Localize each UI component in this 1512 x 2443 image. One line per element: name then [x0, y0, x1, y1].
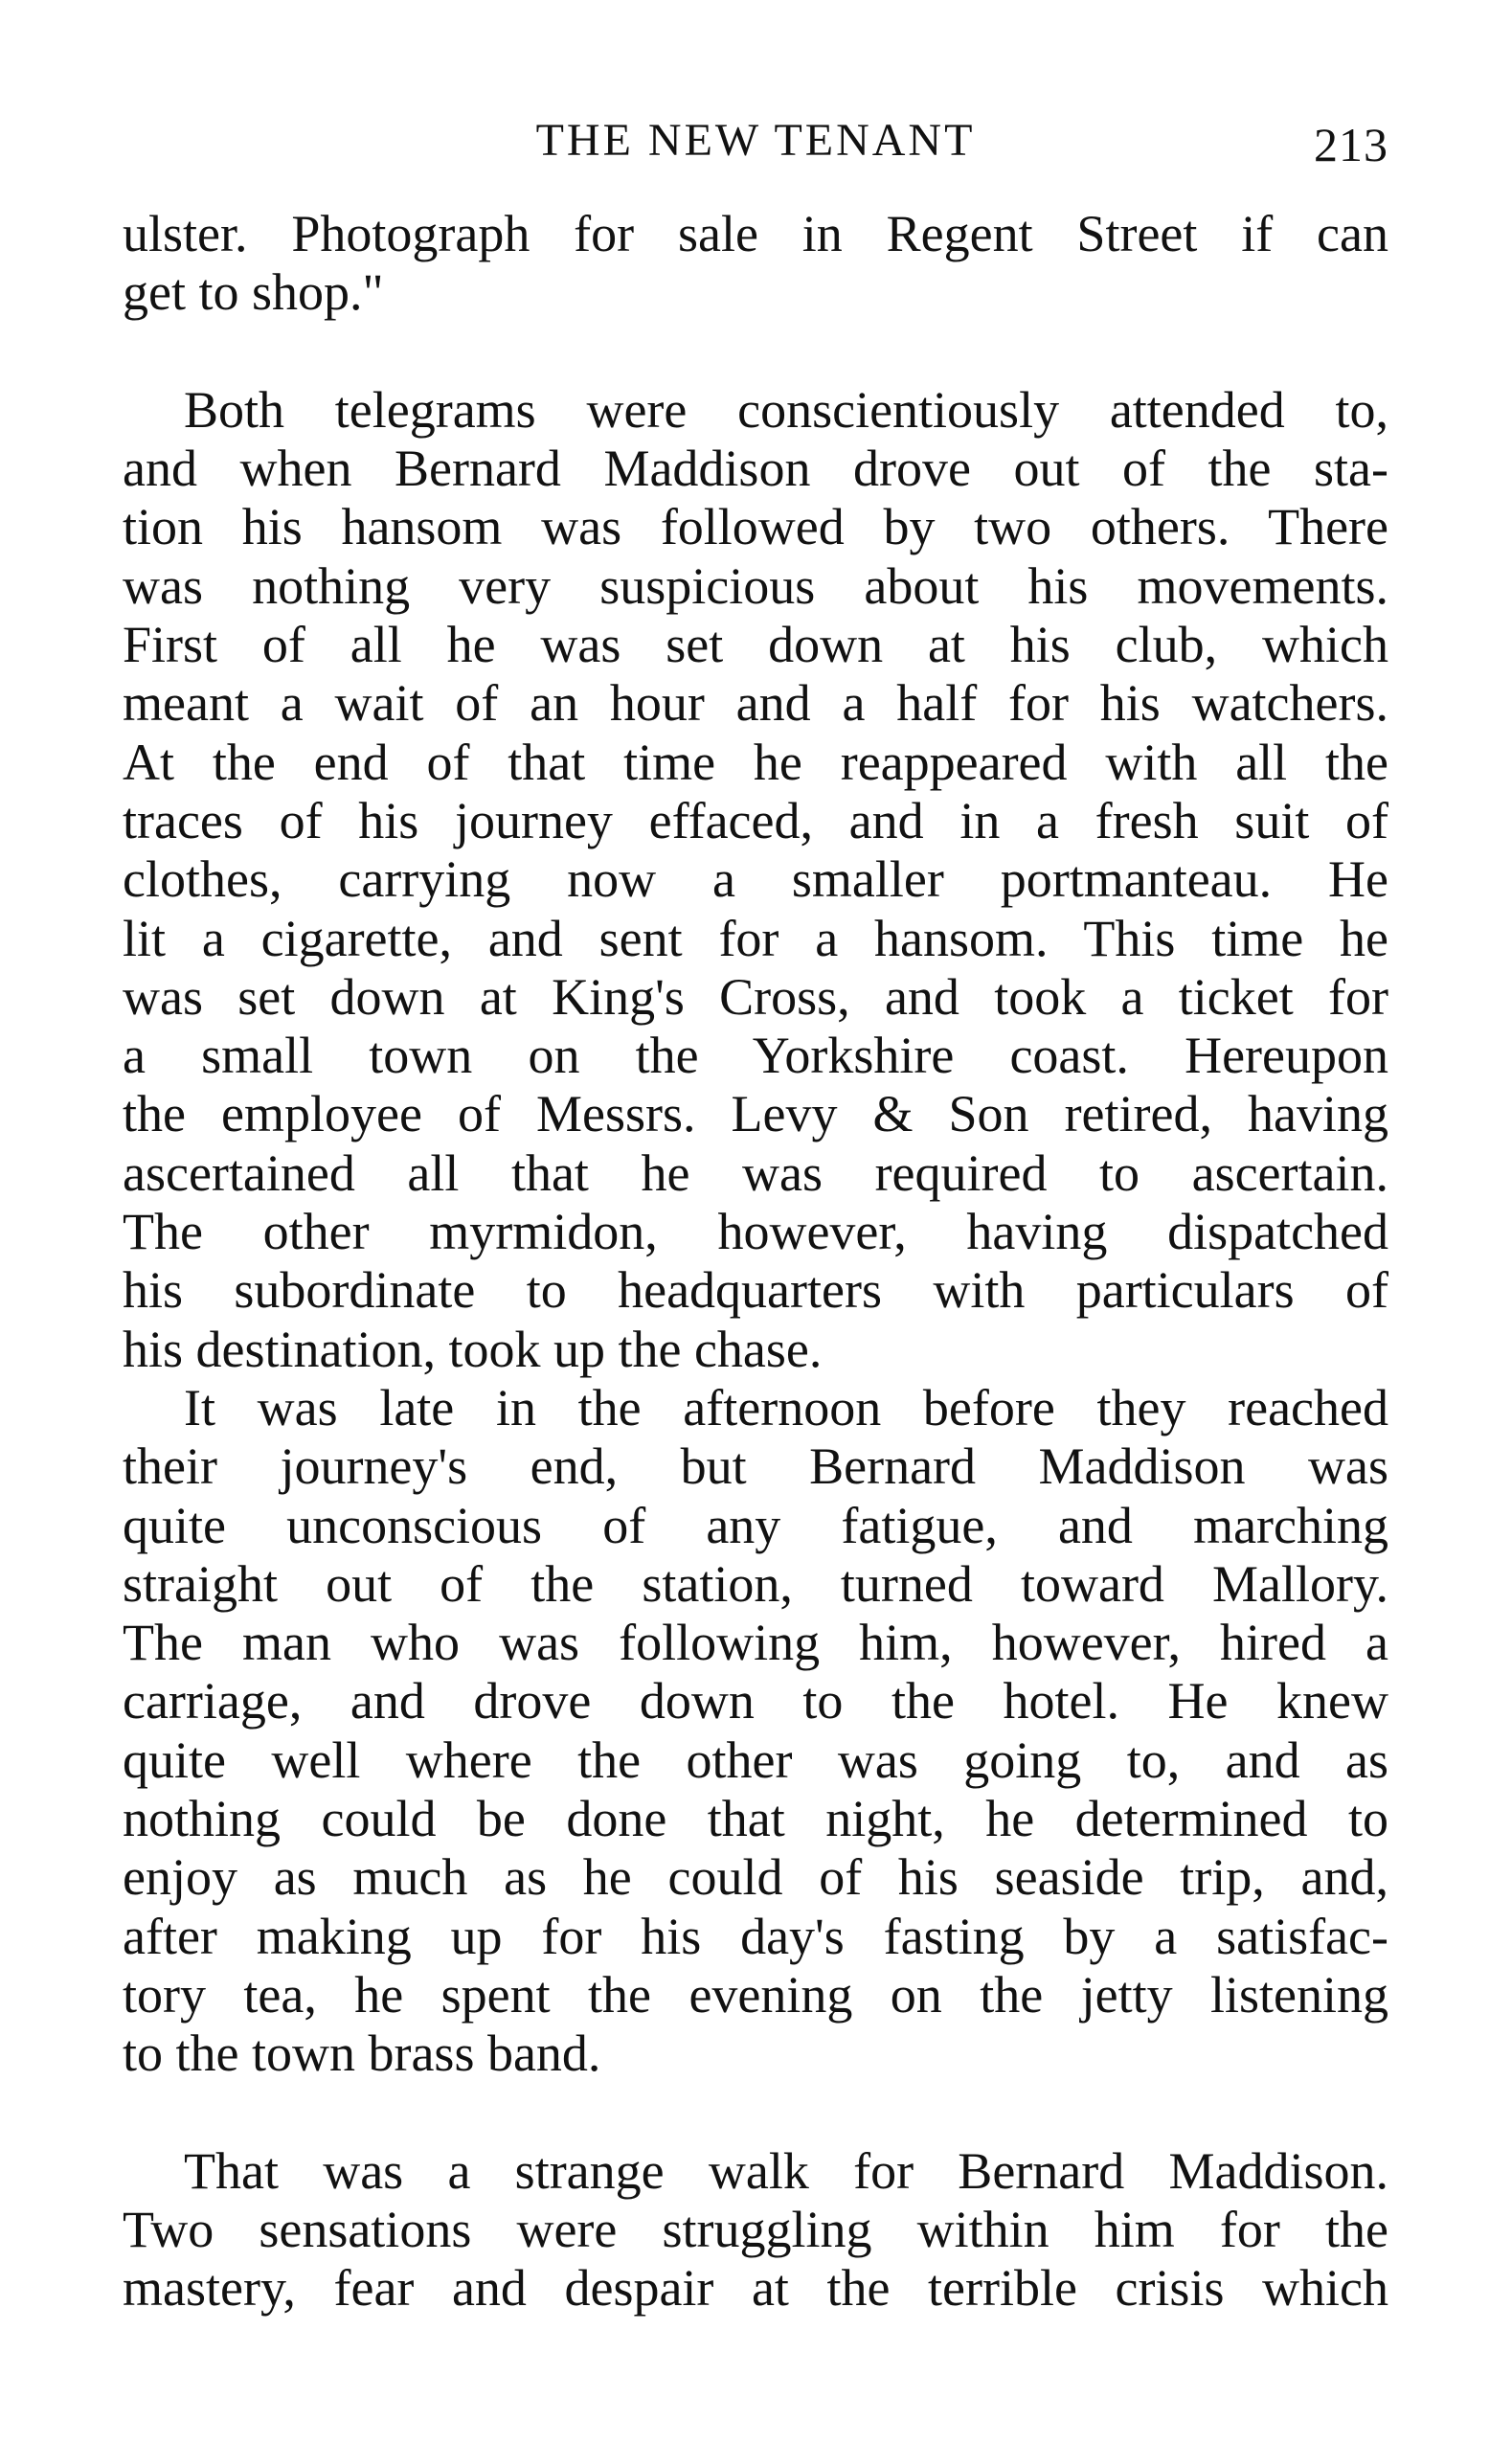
text-line: quite well where the other was going to, and as: [123, 1730, 1388, 1789]
text-line: meant a wait of an hour and a half for his watchers.: [123, 674, 1388, 733]
text-line: the employee of Messrs. Levy & Son retired, having: [123, 1085, 1388, 1143]
text-line: a small town on the Yorkshire coast. Hereupon: [123, 1027, 1388, 1085]
section-break: [123, 323, 1388, 381]
text-line: First of all he was set down at his club, which: [123, 616, 1388, 674]
text-line: traces of his journey effaced, and in a fresh suit of: [123, 791, 1388, 849]
text-line: It was late in the afternoon before they reached: [184, 1378, 1388, 1436]
text-line: That was a strange walk for Bernard Maddison.: [184, 2141, 1388, 2200]
text-line: their journey's end, but Bernard Maddison was: [123, 1437, 1388, 1496]
paragraph: [123, 205, 1388, 323]
text-line: tory tea, he spent the evening on the jetty listening: [123, 1965, 1388, 2024]
text-line: quite unconscious of any fatigue, and marching: [123, 1496, 1388, 1554]
text-line: Two sensations were struggling within him for the: [123, 2201, 1388, 2259]
text-line: mastery, fear and despair at the terrible crisis which: [123, 2259, 1388, 2318]
text-line: was nothing very suspicious about his movements.: [123, 556, 1388, 615]
text-line: At the end of that time he reappeared with all the: [123, 733, 1388, 791]
running-head-title: THE NEW TENANT: [535, 115, 976, 166]
text-line: ascertained all that he was required to ascertain.: [123, 1143, 1388, 1202]
running-head: [123, 107, 1388, 174]
page-number: 213: [1314, 118, 1388, 171]
text-line: his destination, took up the chase.: [123, 1320, 823, 1378]
text-line: enjoy as much as he could of his seaside trip, and,: [123, 1848, 1388, 1907]
text-line: Both telegrams were conscientiously attended to,: [184, 380, 1388, 439]
text-line: lit a cigarette, and sent for a hansom. This time he: [123, 909, 1388, 967]
text-line: to the town brass band.: [123, 2025, 601, 2083]
paragraph: [123, 1379, 1388, 2084]
text-line: get to shop.": [123, 263, 384, 322]
text-line: The man who was following him, however, hired a: [123, 1614, 1388, 1672]
section-break: [123, 2084, 1388, 2142]
text-line: nothing could be done that night, he determined to: [123, 1790, 1388, 1848]
text-line: was set down at King's Cross, and took a ticket for: [123, 967, 1388, 1026]
paragraph: [123, 381, 1388, 1379]
text-line: straight out of the station, turned toward Mallory.: [123, 1554, 1388, 1613]
text-line: and when Bernard Maddison drove out of the sta-: [123, 440, 1388, 498]
text-line: after making up for his day's fasting by a satisfac-: [123, 1907, 1388, 1965]
text-line: clothes, carrying now a smaller portmanteau. He: [123, 850, 1388, 909]
body-text: [123, 205, 1388, 2319]
text-line: The other myrmidon, however, having dispatched: [123, 1203, 1388, 1261]
text-line: carriage, and drove down to the hotel. He knew: [123, 1672, 1388, 1730]
text-line: ulster. Photograph for sale in Regent Street if can: [123, 205, 1388, 262]
text-line: his subordinate to headquarters with particulars of: [123, 1261, 1388, 1320]
paragraph: [123, 2142, 1388, 2319]
text-line: tion his hansom was followed by two others. There: [123, 498, 1388, 556]
